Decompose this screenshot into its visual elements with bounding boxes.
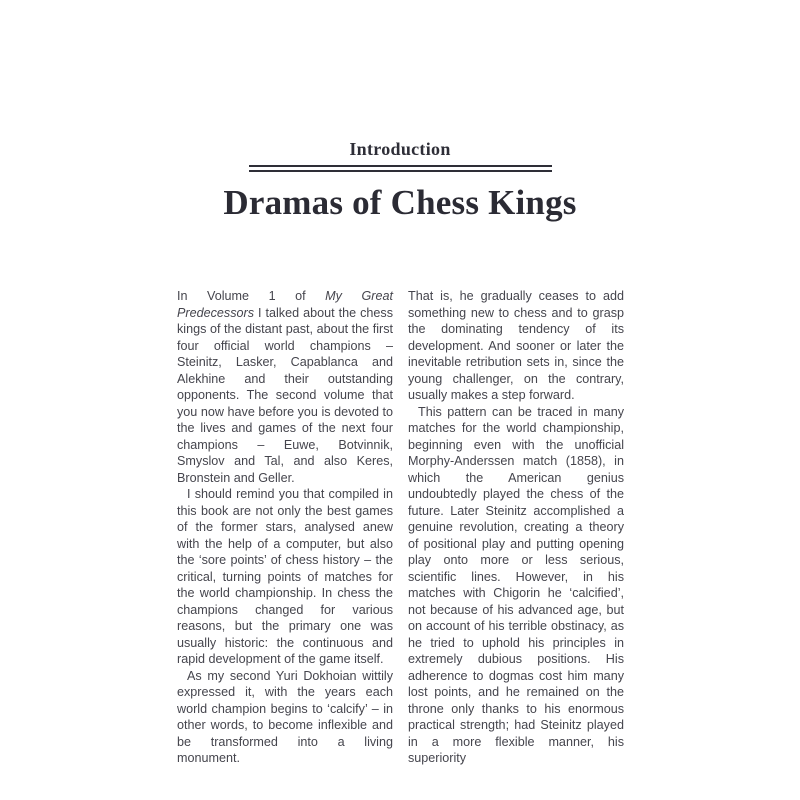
body-text — [177, 288, 624, 767]
text-run: I should remind you that compiled in this book are not only the best games of the former stars, analysed anew with the help of a computer, but also the ‘sore points’ of chess history – the critical, turning points of matches for the world championship. In chess the champions changed for various reasons, but the primary one was usually historic: the continuous and rapid development of the game itself. — [177, 487, 393, 666]
text-run: That is, he gradually ceases to add something new to chess and to grasp the dominating tendency of its development. And sooner or later the inevitable retribution sets in, since the young challenger, on the contrary, usually makes a step forward. — [408, 289, 624, 402]
text-run: I talked about the chess kings of the distant past, about the first four official world champions – Steinitz, Lasker, Capablanca and Alekhine and their outstanding opponents. The second volume that you now have before you is devoted to the lives and games of the next four champions – Euwe, Botvinnik, Smyslov and Tal, and also Keres, Bronstein and Geller. — [177, 305, 393, 485]
text-column-right — [408, 288, 624, 767]
paragraph — [177, 668, 393, 767]
text-run: In Volume 1 of — [177, 289, 326, 303]
chapter-title: Dramas of Chess Kings — [223, 183, 577, 222]
chapter-header — [0, 138, 800, 223]
text-column-left — [177, 288, 393, 767]
double-rule-divider — [249, 165, 552, 172]
paragraph — [177, 486, 393, 668]
text-run: This pattern can be traced in many matches for the world championship, beginning even with the unofficial Morphy-Anderssen match (1858), in which the American genius undoubtedly played the chess of the future. Later Steinitz accomplished a genuine revolution, creating a theory of positional play and putting opening play onto more or less serious, scientific lines. However, in his matches with Chigorin he ‘calcified’, not because of his advanced age, but on account of his terrible obstinacy, as he tried to uphold his principles in extremely dubious positions. His adherence to dogmas cost him many lost points, and he remained on the throne only thanks to his enormous practical strength; had Steinitz played in a more flexible manner, his superiority — [408, 404, 624, 765]
text-run: As my second Yuri Dokhoian wittily expressed it, with the years each world champion begins to ‘calcify’ – in other words, to become inflexible and be transformed into a living monument. — [177, 668, 393, 765]
paragraph — [408, 404, 624, 767]
section-label: Introduction — [349, 139, 451, 159]
paragraph — [177, 288, 393, 486]
paragraph — [408, 288, 624, 404]
italic-text-run: My Great Predecessors — [177, 289, 393, 320]
